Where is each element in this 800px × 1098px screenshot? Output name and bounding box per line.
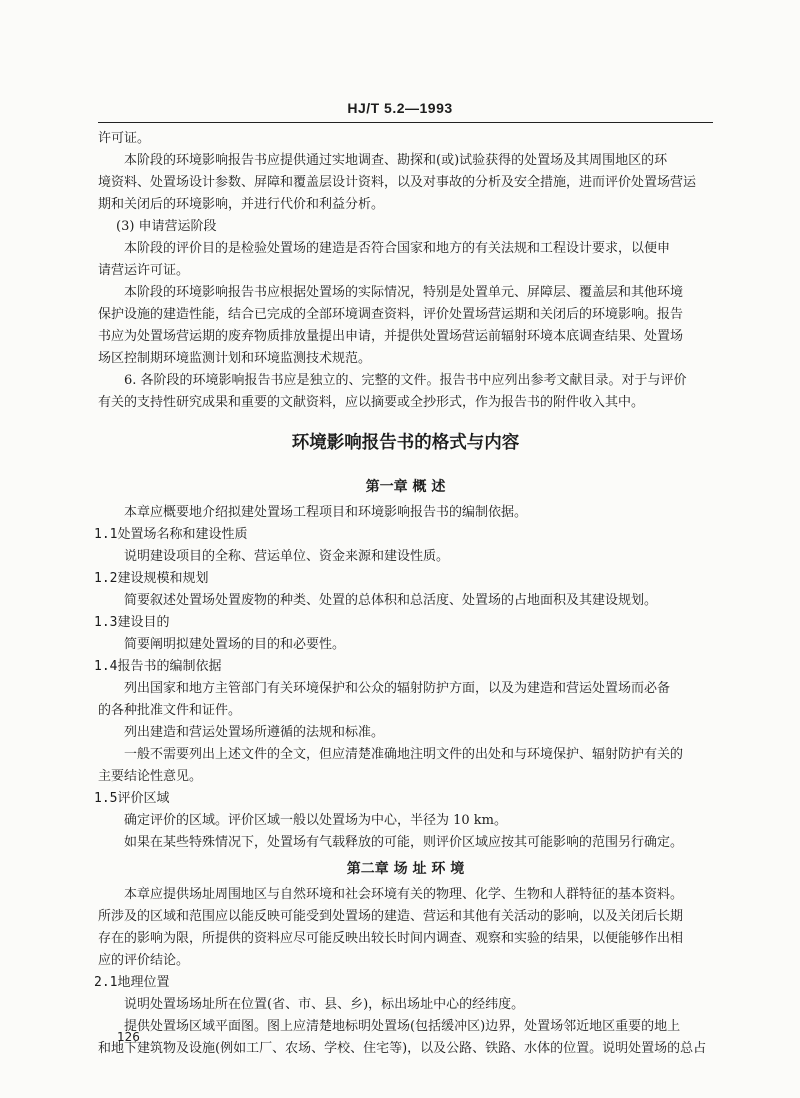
section-heading <box>94 788 713 810</box>
section-number: 1.3 <box>94 615 118 630</box>
section-heading <box>94 612 713 634</box>
chapter2-sections <box>94 972 713 1060</box>
section-heading <box>94 524 713 546</box>
chapter1-sections <box>94 524 713 854</box>
text-line: 简要阐明拟建处置场的目的和必要性。 <box>124 637 346 652</box>
standard-code-header: HJ/T 5.2—1993 <box>347 100 453 116</box>
section-title: 建设目的 <box>117 615 170 630</box>
page-number: 126 <box>117 1030 140 1044</box>
chapter2-intro <box>98 884 713 972</box>
section-number: 1.4 <box>94 659 118 674</box>
chapter1-title: 第一章 概 述 <box>365 479 446 495</box>
text-line: 主要结论性意见。 <box>98 769 203 784</box>
text-line: 所涉及的区域和范围应以能反映可能受到处置场的建造、营运和其他有关活动的影响，以及关闭后长期 <box>98 909 684 924</box>
intro-block <box>98 128 713 414</box>
section-number: 1.1 <box>94 527 118 542</box>
text-line: 确定评价的区域。评价区域一般以处置场为中心，半径为 10 km。 <box>124 813 508 828</box>
section-number: 1.2 <box>94 571 118 586</box>
text-line: 本章应提供场址周围地区与自然环境和社会环境有关的物理、化学、生物和人群特征的基本资料。 <box>124 887 684 902</box>
document-body <box>94 128 713 1060</box>
chapter1-intro: 本章应概要地介绍拟建处置场工程项目和环境影响报告书的编制依据。 <box>124 505 528 520</box>
text-line: 本阶段的环境影响报告书应提供通过实地调查、勘探和(或)试验获得的处置场及其周围地区的环 <box>124 153 668 168</box>
section-title: 建设规模和规划 <box>117 571 209 586</box>
text-line: 说明建设项目的全称、营运单位、资金来源和建设性质。 <box>124 549 450 564</box>
text-line: 请营运许可证。 <box>98 263 190 278</box>
text-line: 期和关闭后的环境影响，并进行代价和利益分析。 <box>98 197 385 212</box>
main-title: 环境影响报告书的格式与内容 <box>291 433 520 453</box>
text-line: 简要叙述处置场处置废物的种类、处置的总体积和总活度、处置场的占地面积及其建设规划。 <box>124 593 658 608</box>
text-line: 境资料、处置场设计参数、屏障和覆盖层设计资料，以及对事故的分析及安全措施，进而评价处置场营运 <box>98 175 697 190</box>
section-title: 处置场名称和建设性质 <box>117 527 248 542</box>
text-line: 场区控制期环境监测计划和环境监测技术规范。 <box>98 351 372 366</box>
text-line: 6. 各阶段的环境影响报告书应是独立的、完整的文件。报告书中应列出参考文献目录。对于与评价 <box>124 373 687 388</box>
text-line: 应的评价结论。 <box>98 953 190 968</box>
text-line: (3) 申请营运阶段 <box>116 219 217 234</box>
text-line: 存在的影响为限，所提供的资料应尽可能反映出较长时间内调查、观察和实验的结果，以便能够作出相 <box>98 931 684 946</box>
section-heading <box>94 972 713 994</box>
text-line: 本阶段的评价目的是检验处置场的建造是否符合国家和地方的有关法规和工程设计要求，以便申 <box>124 241 671 256</box>
text-line: 本阶段的环境影响报告书应根据处置场的实际情况，特别是处置单元、屏障层、覆盖层和其他环境 <box>124 285 684 300</box>
section-number: 1.5 <box>94 791 118 806</box>
text-line: 说明处置场场址所在位置(省、市、县、乡)，标出场址中心的经纬度。 <box>124 997 525 1012</box>
text-line: 提供处置场区域平面图。图上应清楚地标明处置场(包括缓冲区)边界，处置场邻近地区重要的地上 <box>124 1019 681 1034</box>
text-line: 的各种批准文件和证件。 <box>98 703 242 718</box>
section-number: 2.1 <box>94 975 118 990</box>
section-heading <box>94 568 713 590</box>
text-line: 许可证。 <box>98 131 151 146</box>
text-line: 书应为处置场营运期的废弃物质排放量提出申请，并提供处置场营运前辐射环境本底调查结果、处置场 <box>98 329 684 344</box>
chapter2-title: 第二章 场 址 环 境 <box>346 861 465 877</box>
section-title: 报告书的编制依据 <box>117 659 222 674</box>
text-line: 列出建造和营运处置场所遵循的法规和标准。 <box>124 725 385 740</box>
section-title: 评价区域 <box>117 791 170 806</box>
text-line: 保护设施的建造性能，结合已完成的全部环境调查资料，评价处置场营运期和关闭后的环境影响。报告 <box>98 307 684 322</box>
text-line: 和地下建筑物及设施(例如工厂、农场、学校、住宅等)，以及公路、铁路、水体的位置。说明处置场的总占 <box>98 1041 707 1056</box>
text-line: 一般不需要列出上述文件的全文，但应清楚准确地注明文件的出处和与环境保护、辐射防护有关的 <box>124 747 684 762</box>
text-line: 有关的支持性研究成果和重要的文献资料，应以摘要或全抄形式，作为报告书的附件收入其中。 <box>98 395 645 410</box>
section-heading <box>94 656 713 678</box>
header-rule <box>98 122 713 123</box>
text-line: 列出国家和地方主管部门有关环境保护和公众的辐射防护方面，以及为建造和营运处置场而必备 <box>124 681 671 696</box>
section-title: 地理位置 <box>117 975 170 990</box>
text-line: 如果在某些特殊情况下，处置场有气载释放的可能，则评价区域应按其可能影响的范围另行确定。 <box>124 835 684 850</box>
